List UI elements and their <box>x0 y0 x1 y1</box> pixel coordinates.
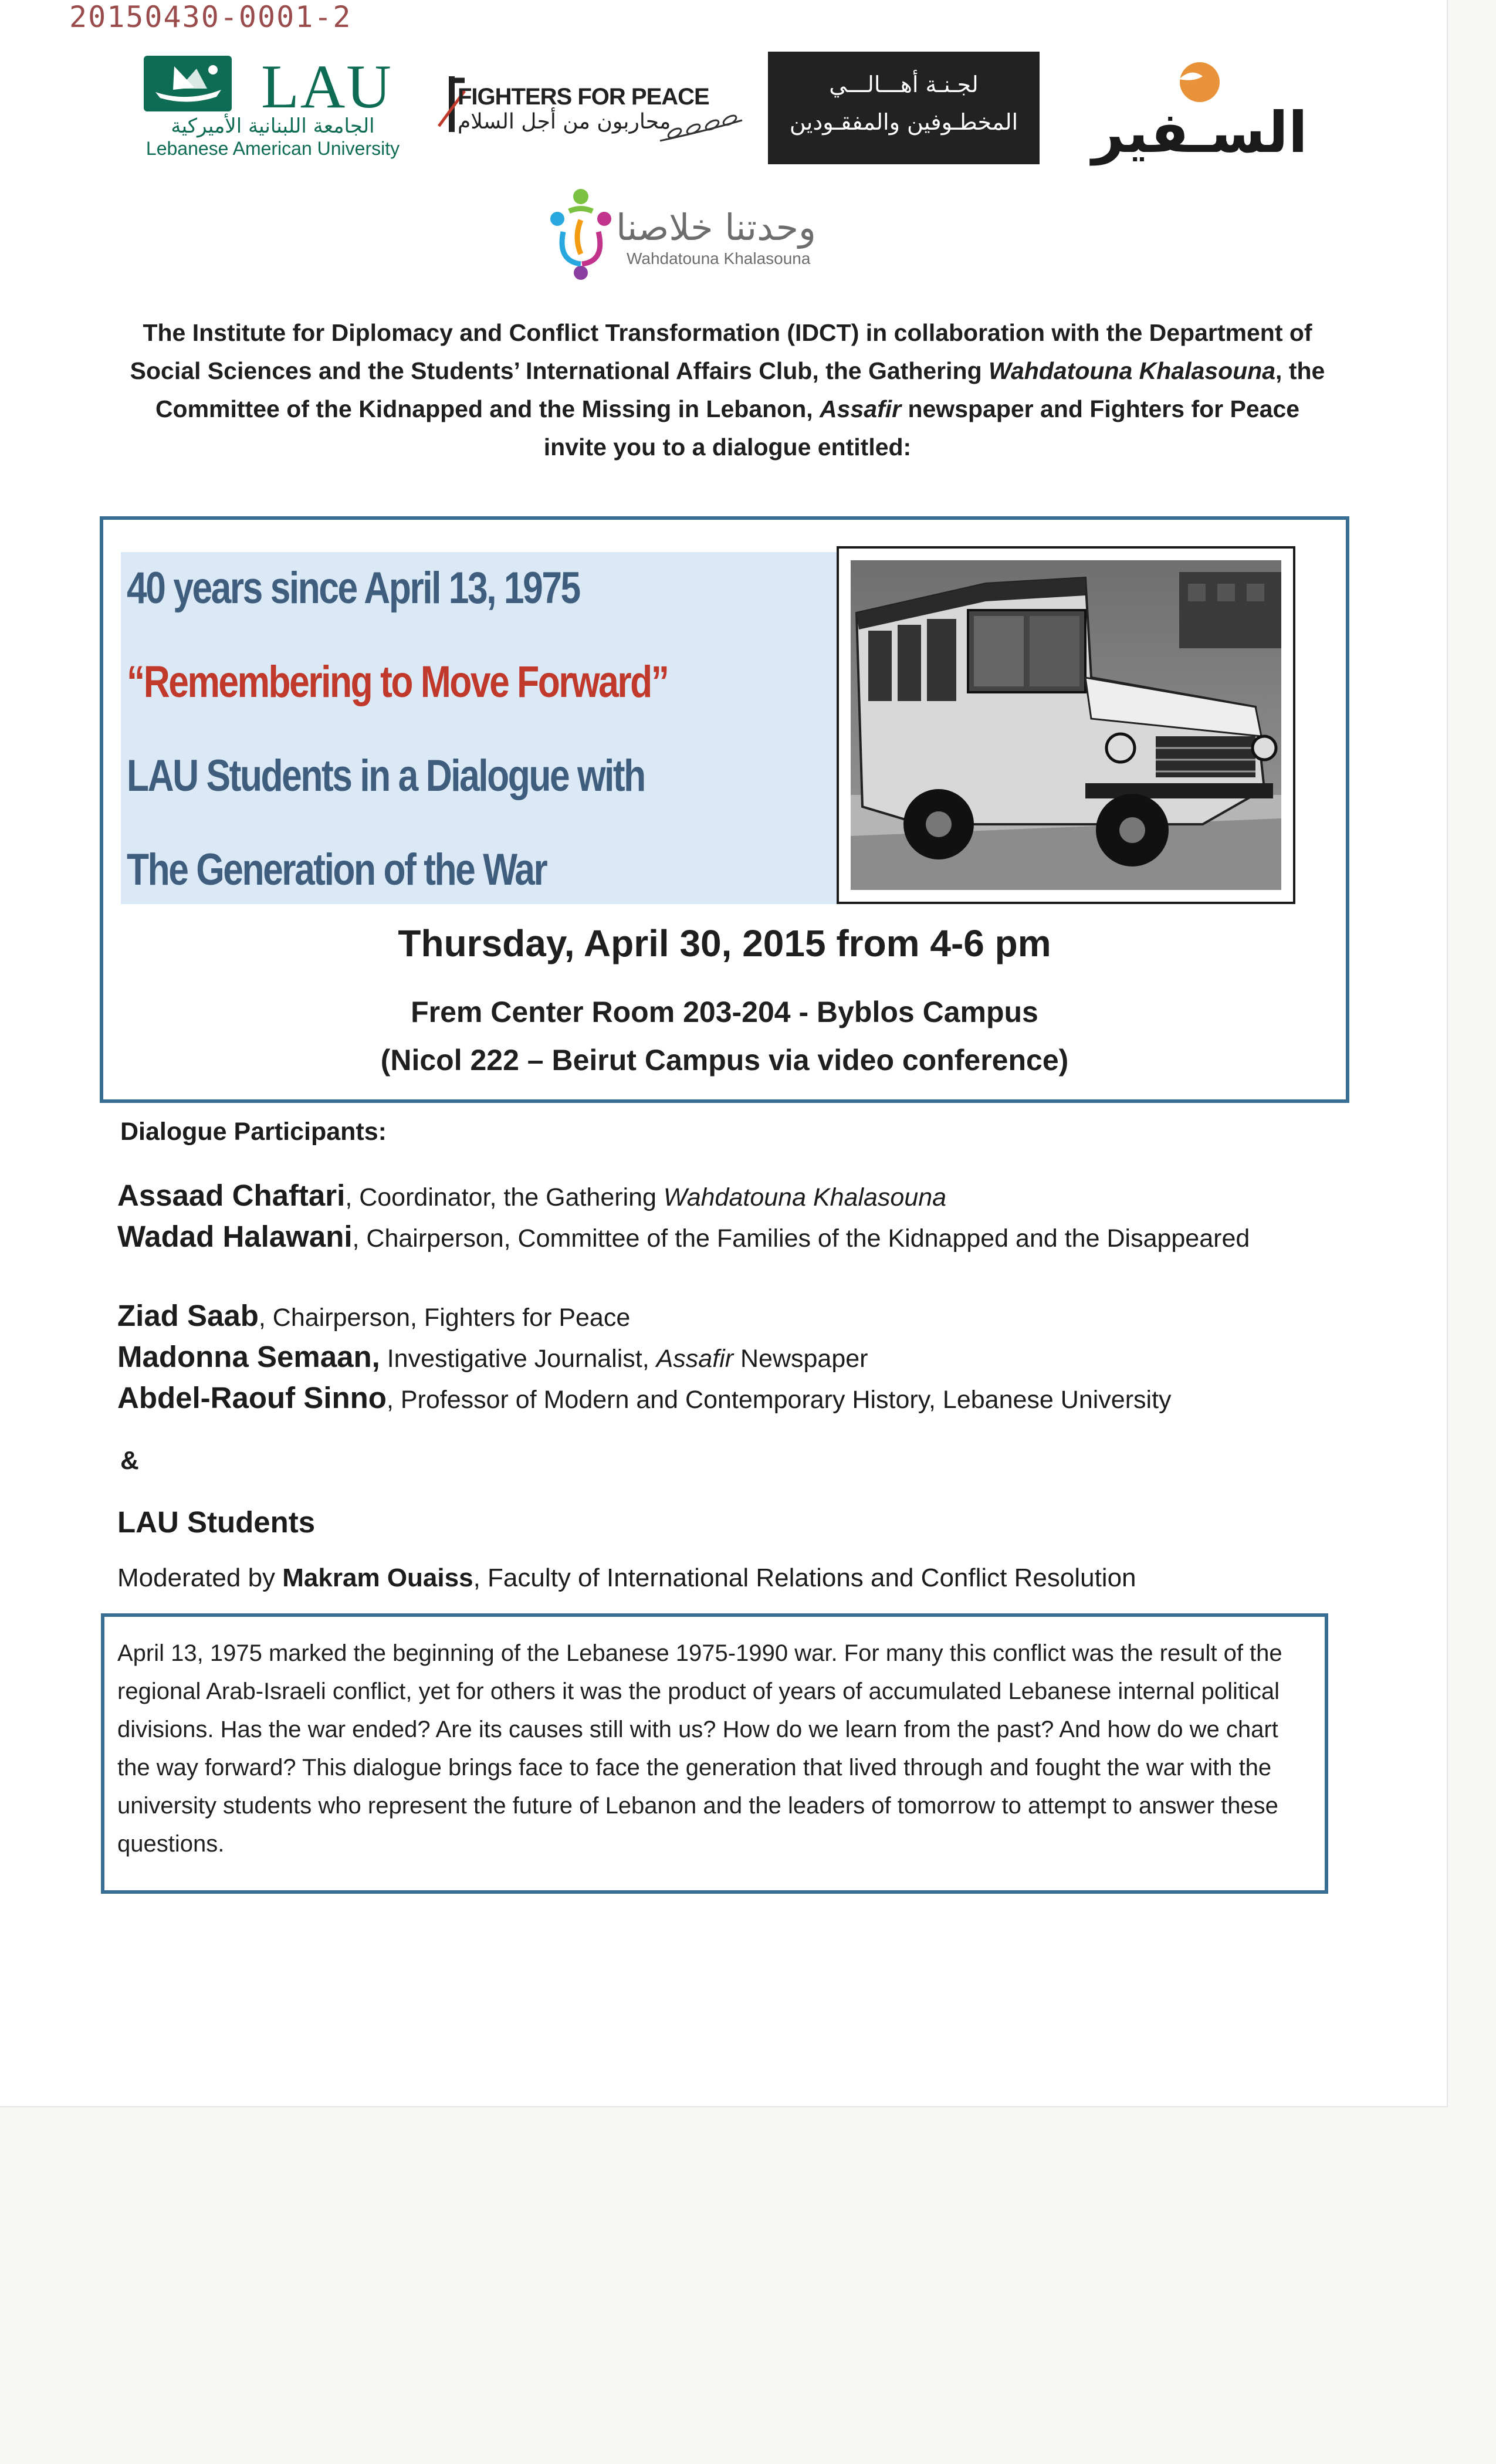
headline-anniversary: 40 years since April 13, 1975 <box>127 563 580 613</box>
bus-photo <box>837 546 1295 904</box>
wahdatouna-arabic: وحدتنا خلاصنا <box>616 206 816 249</box>
committee-arabic-line2: المخطـوفين والمفقـودين <box>789 109 1018 135</box>
people-circle-icon <box>546 185 616 287</box>
headline-subtitle-1: LAU Students in a Dialogue with <box>127 751 645 801</box>
participant-role-italic: Wahdatouna Khalasouna <box>663 1183 947 1211</box>
lau-arabic-name: الجامعة اللبنانية الأميركية <box>171 114 375 138</box>
intro-part2: , the Committee of the Kidnapped and the Missing in Lebanon, <box>155 357 1325 422</box>
participant-name: Madonna Semaan, <box>117 1340 380 1373</box>
archive-code: 20150430-0001-2 <box>69 0 352 34</box>
assafir-name: السـفير <box>1092 100 1308 165</box>
participant-role-italic: Assafir <box>656 1345 734 1373</box>
event-location: Frem Center Room 203-204 - Byblos Campus <box>411 996 1038 1028</box>
event-date: Thursday, April 30, 2015 from 4-6 pm <box>398 922 1051 964</box>
participant-role-after: Newspaper <box>733 1345 868 1373</box>
participant-role: , Chairperson, Fighters for Peace <box>258 1304 631 1332</box>
intro-assafir: Assafir <box>820 395 902 422</box>
headline-title: “Remembering to Move Forward” <box>127 657 668 707</box>
participant-row <box>117 1299 1349 1334</box>
moderator-name: Makram Ouaiss <box>282 1563 473 1592</box>
bus-photo-image <box>851 560 1281 890</box>
intro-part1: The Institute for Diplomacy and Conflict Transformation (IDCT) in collaboration with the Department of Social Sciences and the Students’ International Affairs Club, the Gathering <box>130 319 1312 384</box>
participant-name: Ziad Saab <box>117 1299 259 1332</box>
committee-kidnapped-missing-logo <box>768 52 1040 164</box>
intro-part3: newspaper and Fighters for Peace invite you to a dialogue entitled: <box>543 395 1300 461</box>
ffp-arabic-name: محاربون من أجل السلام <box>458 110 671 134</box>
description-box <box>101 1613 1328 1894</box>
wahdatouna-khalasouna-logo <box>546 185 851 287</box>
headline-subtitle-2: The Generation of the War <box>127 845 547 895</box>
invitation-intro <box>123 314 1332 466</box>
intro-wahdatouna: Wahdatouna Khalasouna <box>989 357 1276 384</box>
participant-role: , Professor of Modern and Contemporary History, Lebanese University <box>386 1386 1172 1414</box>
lau-logo <box>144 52 405 159</box>
participant-row <box>117 1179 1349 1214</box>
participant-row <box>117 1341 1349 1375</box>
event-remote-location: (Nicol 222 – Beirut Campus via video conference) <box>380 1044 1069 1077</box>
event-box <box>100 516 1349 1103</box>
lau-english-name: Lebanese American University <box>145 138 400 159</box>
lau-abbr: LAU <box>261 52 392 121</box>
ampersand: & <box>120 1446 139 1475</box>
moderator-line <box>117 1563 1349 1593</box>
lau-students: LAU Students <box>117 1505 316 1539</box>
participant-name: Abdel-Raouf Sinno <box>117 1381 387 1414</box>
moderator-role: , Faculty of International Relations and Conflict Resolution <box>473 1563 1136 1592</box>
participant-row <box>117 1382 1349 1416</box>
participant-row <box>117 1220 1349 1255</box>
moderator-prefix: Moderated by <box>117 1563 283 1592</box>
assafir-logo <box>1074 56 1314 167</box>
description-text: April 13, 1975 marked the beginning of the Lebanese 1975-1990 war. For many this conflict was the result of the regional Arab-Israeli conflict, yet for others it was the product of years of accumulated Lebanese internal political divisions. Has the war ended? Are its causes still with us? How do we learn from the past? And how do we chart the way forward? This dialogue brings face to face the generation that lived through and fought the war with the university students who represent the future of Lebanon and the leaders of tomorrow to attempt to answer these questions. <box>117 1640 1282 1857</box>
fighters-for-peace-logo <box>434 73 754 153</box>
participant-role: Investigative Journalist, <box>380 1345 656 1373</box>
participant-name: Wadad Halawani <box>117 1220 353 1253</box>
participant-role: , Coordinator, the Gathering <box>345 1183 664 1211</box>
participant-role: , Chairperson, Committee of the Families of the Kidnapped and the Disappeared <box>352 1224 1250 1253</box>
participant-name: Assaad Chaftari <box>117 1179 346 1212</box>
wahdatouna-latin: Wahdatouna Khalasouna <box>627 249 811 268</box>
lau-ship-emblem-icon <box>144 56 232 111</box>
ffp-name: FIGHTERS FOR PEACE <box>458 84 709 110</box>
headline-panel <box>121 552 936 904</box>
participants-heading: Dialogue Participants: <box>120 1118 387 1146</box>
olive-branch-icon <box>657 109 745 150</box>
committee-arabic-line1: لجـنـة أهـــالـــي <box>829 72 979 97</box>
